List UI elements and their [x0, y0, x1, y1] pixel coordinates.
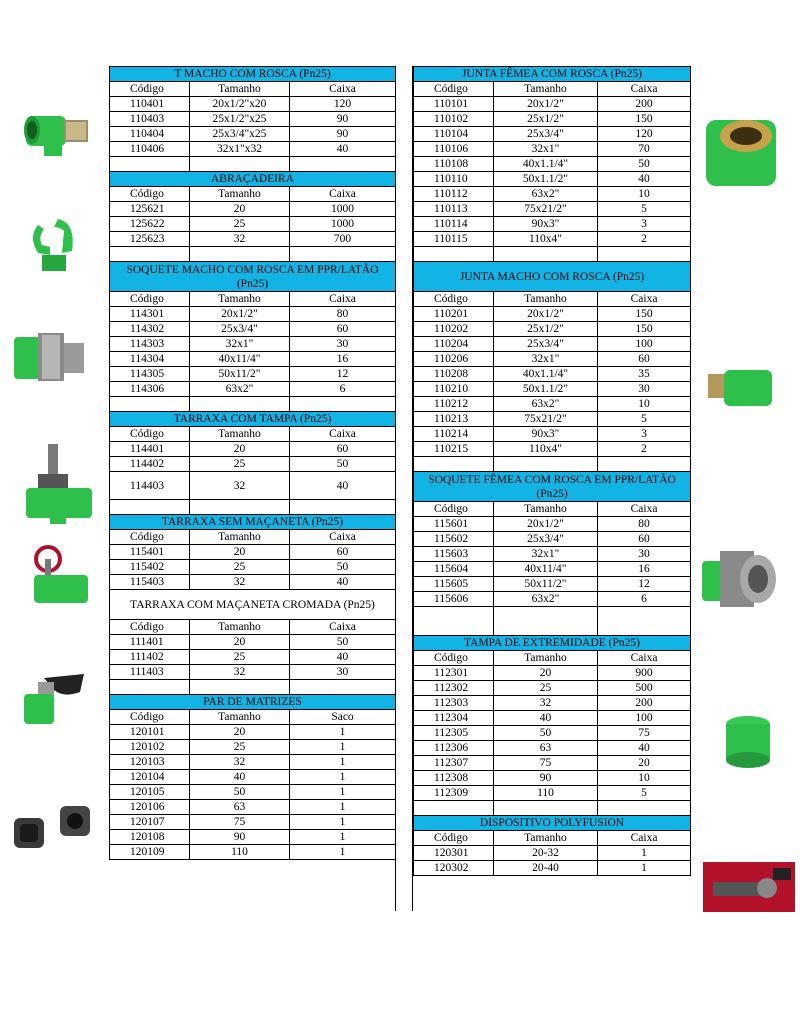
table-row: 114306 63x2" 6 — [110, 382, 396, 397]
table-row: 115601 20x1/2" 80 — [414, 517, 691, 532]
table-row: 110202 25x1/2" 150 — [414, 322, 691, 337]
table-row: 112309 110 5 — [414, 786, 691, 801]
section-header — [414, 262, 691, 292]
table-row: 115602 25x3/4" 60 — [414, 532, 691, 547]
column-header-row: Código Tamanho Caixa — [414, 292, 691, 307]
column-header-row: Código Tamanho Saco — [110, 710, 396, 725]
table-row: 110210 50x1.1/2" 30 — [414, 382, 691, 397]
table-row: 114304 40x11/4" 16 — [110, 352, 396, 367]
pipe-clamp-image — [20, 205, 90, 275]
table-row: 112308 90 10 — [414, 771, 691, 786]
table-row: 110113 75x21/2" 5 — [414, 202, 691, 217]
table-row: 110403 25x1/2"x25 90 — [110, 112, 396, 127]
table-row: 115402 25 50 — [110, 560, 396, 575]
table-row: 120108 90 1 — [110, 830, 396, 845]
column-header-row: Código Tamanho Caixa — [110, 187, 396, 202]
column-header-row: Código Tamanho Caixa — [414, 651, 691, 666]
section-title: ABRAÇADEIRA — [110, 172, 396, 187]
table-row: 110104 25x3/4" 120 — [414, 127, 691, 142]
blank-row — [110, 500, 396, 515]
section-header — [110, 695, 396, 710]
blank-row — [414, 457, 691, 472]
section-header — [110, 172, 396, 187]
table-row: 115604 40x11/4" 16 — [414, 562, 691, 577]
col-header-code: Código — [110, 82, 190, 97]
left-catalog-table — [109, 66, 396, 860]
blank-row — [110, 247, 396, 262]
column-header-row: Código Tamanho Caixa — [414, 82, 691, 97]
table-row: 110214 90x3" 3 — [414, 427, 691, 442]
table-row: 112301 20 900 — [414, 666, 691, 681]
table-row: 111403 32 30 — [110, 665, 396, 680]
right-catalog-table — [413, 66, 691, 876]
female-socket-brass-image — [696, 545, 786, 615]
table-row: 110112 63x2" 10 — [414, 187, 691, 202]
column-header-row — [110, 82, 396, 97]
table-row: 110114 90x3" 3 — [414, 217, 691, 232]
section-title: TAMPA DE EXTREMIDADE (Pn25) — [414, 636, 691, 651]
male-tee-threaded-image — [22, 100, 102, 160]
section-header — [110, 590, 396, 620]
table-row: 110208 40x1.1/4" 35 — [414, 367, 691, 382]
table-row: 110212 63x2" 10 — [414, 397, 691, 412]
table-row: 112305 50 75 — [414, 726, 691, 741]
male-joint-threaded-image — [700, 360, 780, 420]
right-catalog-column — [413, 66, 690, 876]
table-row: 110406 32x1"x32 40 — [110, 142, 396, 157]
section-title: TARRAXA COM MAÇANETA CROMADA (Pn25) — [110, 590, 396, 620]
blank-row — [414, 247, 691, 262]
table-row: 120107 75 1 — [110, 815, 396, 830]
table-row: 114403 32 40 — [110, 472, 396, 500]
section-header — [414, 472, 691, 502]
table-row: 110401 20x1/2"x20 120 — [110, 97, 396, 112]
table-row: 110201 20x1/2" 150 — [414, 307, 691, 322]
table-row: 120302 20-40 1 — [414, 861, 691, 876]
section-header — [414, 636, 691, 651]
section-title: T MACHO COM ROSCA (Pn25) — [110, 67, 396, 82]
table-row: 111401 20 50 — [110, 635, 396, 650]
blank-row — [110, 157, 396, 172]
table-row: 114301 20x1/2" 80 — [110, 307, 396, 322]
table-row: 114305 50x11/2" 12 — [110, 367, 396, 382]
table-row: 115603 32x1" 30 — [414, 547, 691, 562]
table-row: 112302 25 500 — [414, 681, 691, 696]
table-row: 114402 25 50 — [110, 457, 396, 472]
table-row: 120103 32 1 — [110, 755, 396, 770]
blank-row — [110, 397, 396, 412]
col-header-size: Tamanho — [190, 82, 290, 97]
blank-row — [414, 801, 691, 816]
table-row: 114401 20 60 — [110, 442, 396, 457]
table-row: 115401 20 60 — [110, 545, 396, 560]
column-header-row: Código Tamanho Caixa — [110, 530, 396, 545]
table-row: 114302 25x3/4" 60 — [110, 322, 396, 337]
valve-with-cap-image — [20, 440, 100, 530]
table-row: 112303 32 200 — [414, 696, 691, 711]
welding-dies-image — [8, 800, 98, 860]
section-header — [110, 67, 396, 82]
table-row: 120109 110 1 — [110, 845, 396, 860]
section-header — [414, 67, 691, 82]
table-row: 110101 20x1/2" 200 — [414, 97, 691, 112]
table-row: 110110 50x1.1/2" 40 — [414, 172, 691, 187]
table-row: 120101 20 1 — [110, 725, 396, 740]
male-socket-brass-image — [8, 325, 98, 395]
column-header-row: Código Tamanho Caixa — [110, 292, 396, 307]
table-row: 112307 75 20 — [414, 756, 691, 771]
section-header — [414, 816, 691, 831]
table-row: 120106 63 1 — [110, 800, 396, 815]
table-row: 110102 25x1/2" 150 — [414, 112, 691, 127]
table-row: 110204 25x3/4" 100 — [414, 337, 691, 352]
table-row: 110404 25x3/4"x25 90 — [110, 127, 396, 142]
blank-row — [110, 680, 396, 695]
left-catalog-column — [109, 66, 395, 860]
female-joint-threaded-image — [698, 110, 788, 190]
table-row: 114303 32x1" 30 — [110, 337, 396, 352]
column-header-row: Código Tamanho Caixa — [414, 502, 691, 517]
table-row: 115606 63x2" 6 — [414, 592, 691, 607]
blank-row — [414, 607, 691, 636]
section-title: DISPOSITIVO POLYFUSION — [414, 816, 691, 831]
section-title: JUNTA FÊMEA COM ROSCA (Pn25) — [414, 67, 691, 82]
table-row: 120104 40 1 — [110, 770, 396, 785]
column-header-row: Código Tamanho Caixa — [110, 620, 396, 635]
table-row: 115605 50x11/2" 12 — [414, 577, 691, 592]
column-header-row: Código Tamanho Caixa — [414, 831, 691, 846]
section-header — [110, 412, 396, 427]
table-row: 120102 25 1 — [110, 740, 396, 755]
table-row: 110215 110x4" 2 — [414, 442, 691, 457]
polyfusion-device-image — [703, 862, 795, 912]
globe-valve-handle-image — [26, 545, 96, 615]
section-title: TARRAXA COM TAMPA (Pn25) — [110, 412, 396, 427]
table-row: 125621 20 1000 — [110, 202, 396, 217]
column-header-row: Código Tamanho Caixa — [110, 427, 396, 442]
section-title: JUNTA MACHO COM ROSCA (Pn25) — [414, 262, 691, 292]
section-header — [110, 262, 396, 292]
table-row: 125623 32 700 — [110, 232, 396, 247]
table-row: 120105 50 1 — [110, 785, 396, 800]
table-row: 110213 75x21/2" 5 — [414, 412, 691, 427]
table-row: 115403 32 40 — [110, 575, 396, 590]
table-row: 111402 25 40 — [110, 650, 396, 665]
section-title: TARRAXA SEM MAÇANETA (Pn25) — [110, 515, 396, 530]
table-row: 110206 32x1" 60 — [414, 352, 691, 367]
table-row: 112306 63 40 — [414, 741, 691, 756]
chrome-handle-valve-image — [14, 668, 94, 738]
table-row: 125622 25 1000 — [110, 217, 396, 232]
table-row: 120301 20-32 1 — [414, 846, 691, 861]
col-header-qty: Caixa — [290, 82, 396, 97]
section-title: PAR DE MATRIZES — [110, 695, 396, 710]
table-row: 110108 40x1.1/4" 50 — [414, 157, 691, 172]
section-header — [110, 515, 396, 530]
table-row: 112304 40 100 — [414, 711, 691, 726]
table-row: 110115 110x4" 2 — [414, 232, 691, 247]
section-title: SOQUETE MACHO COM ROSCA EM PPR/LATÃO (Pn25) — [110, 262, 396, 292]
end-cap-image — [718, 710, 778, 770]
column-separator — [395, 66, 413, 911]
section-title: SOQUETE FÊMEA COM ROSCA EM PPR/LATÃO (Pn25) — [414, 472, 691, 502]
table-row: 110106 32x1" 70 — [414, 142, 691, 157]
